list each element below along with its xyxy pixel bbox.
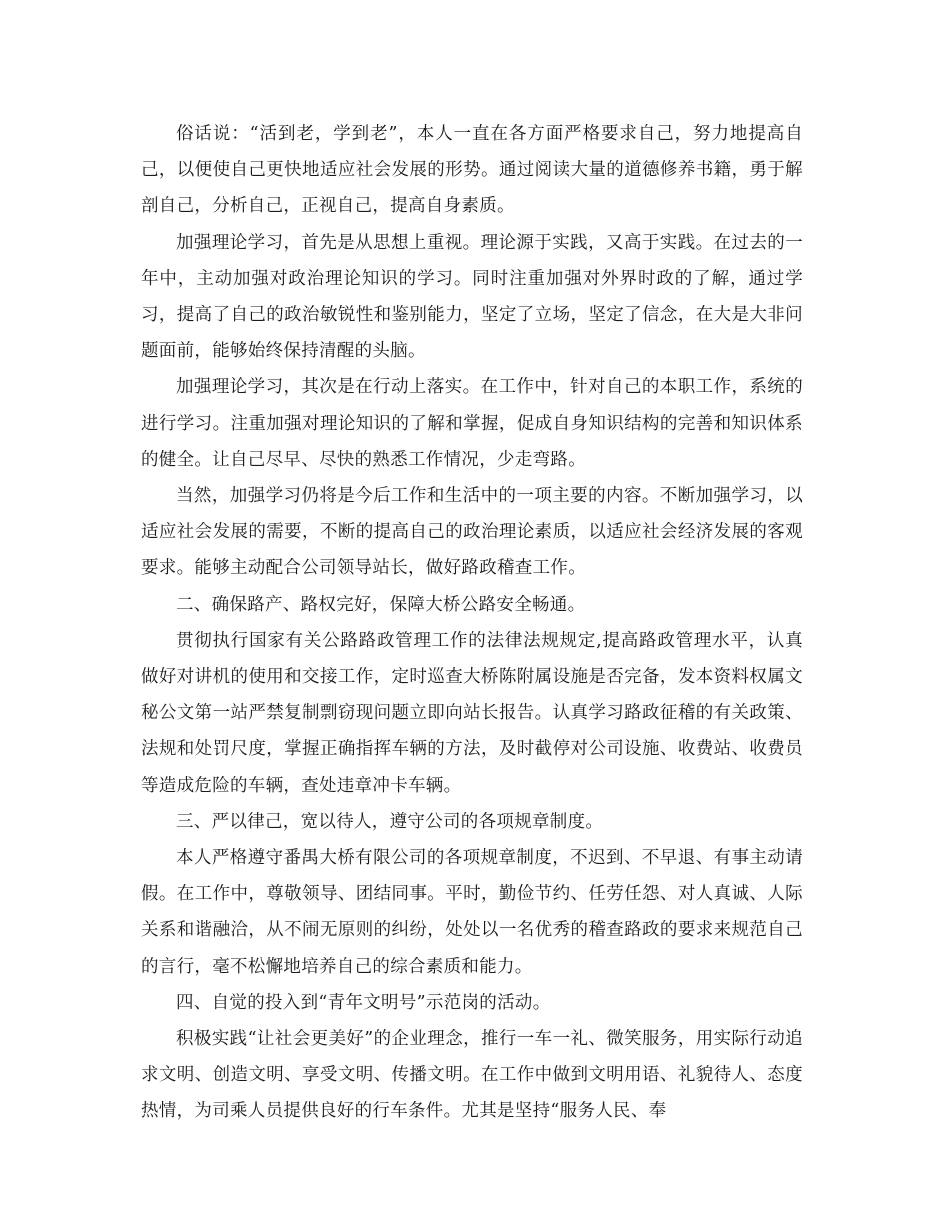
paragraph-2: 加强理论学习，首先是从思想上重视。理论源于实践，又高于实践。在过去的一年中，主动加强对政治理论知识的学习。同时注重加强对外界时政的了解，通过学习，提高了自己的政治敏锐性和鉴别能力，坚定了立场，坚定了信念，在大是大非问题面前，能够始终保持清醒的头脑。 [141,232,803,362]
document-body [141,116,803,1130]
paragraph-5: 贯彻执行国家有关公路路政管理工作的法律法规规定,提高路政管理水平，认真做好对讲机的使用和交接工作，定时巡查大桥陈附属设施是否完备，发本资料权属文秘公文第一站严禁复制剽窃现问题立即向站长报告。认真学习路政征稽的有关政策、法规和处罚尺度，掌握正确指挥车辆的方法，及时截停对公司设施、收费站、收费员等造成危险的车辆，查处违章冲卡车辆。 [141,630,803,796]
paragraph-1: 俗话说：“活到老，学到老”，本人一直在各方面严格要求自己，努力地提高自己，以便使自己更快地适应社会发展的形势。通过阅读大量的道德修养书籍，勇于解剖自己，分析自己，正视自己，提高自身素质。 [141,124,803,217]
paragraph-7: 积极实践“让社会更美好”的企业理念，推行一车一礼、微笑服务，用实际行动追求文明、创造文明、享受文明、传播文明。在工作中做到文明用语、礼貌待人、态度热情，为司乘人员提供良好的行车条件。尤其是坚持“服务人民、奉 [141,1029,803,1122]
section-heading-4: 四、自觉的投入到“青年文明号”示范岗的活动。 [176,992,551,1013]
section-heading-2: 二、确保路产、路权完好，保障大桥公路安全畅通。 [176,594,586,615]
paragraph-6: 本人严格遵守番禺大桥有限公司的各项规章制度，不迟到、不早退、有事主动请假。在工作中，尊敬领导、团结同事。平时，勤俭节约、任劳任怨、对人真诚、人际关系和谐融洽，从不闹无原则的纠纷，处处以一名优秀的稽查路政的要求来规范自己的言行，毫不松懈地培养自己的综合素质和能力。 [141,848,803,977]
paragraph-4: 当然，加强学习仍将是今后工作和生活中的一项主要的内容。不断加强学习，以适应社会发展的需要，不断的提高自己的政治理论素质，以适应社会经济发展的客观要求。能够主动配合公司领导站长，做好路政稽查工作。 [141,486,803,579]
section-heading-3: 三、严以律己，宽以待人，遵守公司的各项规章制度。 [176,811,604,832]
paragraph-3: 加强理论学习，其次是在行动上落实。在工作中，针对自己的本职工作，系统的进行学习。注重加强对理论知识的了解和掌握，促成自身知识结构的完善和知识体系的健全。让自己尽早、尽快的熟悉工作情况，少走弯路。 [141,377,803,470]
